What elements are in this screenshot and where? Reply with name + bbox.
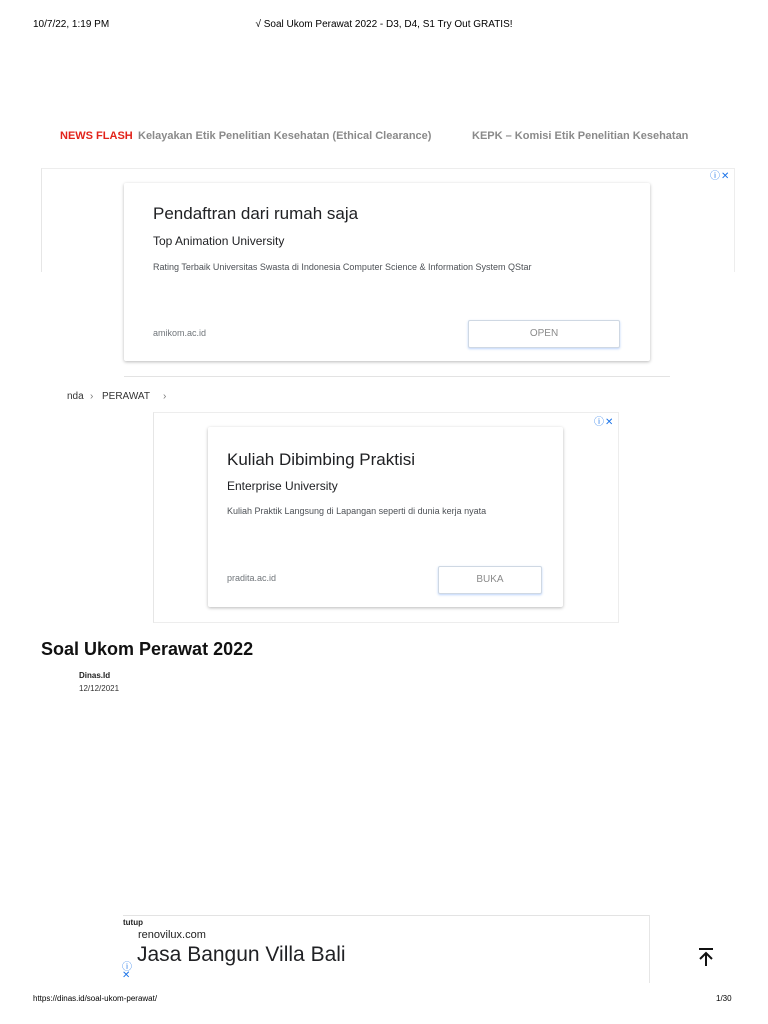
author-name[interactable]: Dinas.Id (79, 671, 111, 680)
ad-choices[interactable] (710, 167, 730, 182)
print-datetime: 10/7/22, 1:19 PM (33, 19, 110, 30)
news-flash-label: NEWS FLASH (60, 130, 133, 142)
ad-title[interactable]: Kuliah Dibimbing Praktisi (227, 450, 416, 469)
page-title: Soal Ukom Perawat 2022 (41, 639, 254, 659)
info-icon[interactable]: ⓘ (594, 417, 605, 428)
ad-title[interactable]: Jasa Bangun Villa Bali (137, 943, 346, 966)
divider (649, 915, 650, 983)
back-to-top-button[interactable] (694, 946, 718, 968)
breadcrumb-home[interactable]: nda (67, 391, 84, 402)
ad-open-button[interactable]: BUKA (438, 566, 542, 594)
ticker-item[interactable] (138, 130, 438, 142)
close-icon[interactable]: ✕ (122, 970, 131, 981)
close-icon[interactable]: ✕ (721, 171, 731, 182)
ad-title[interactable]: Pendaftran dari rumah saja (153, 204, 359, 223)
ad-open-button[interactable]: OPEN (468, 320, 620, 348)
close-icon[interactable]: ✕ (605, 417, 615, 428)
info-icon[interactable]: ⓘ (710, 171, 721, 182)
ad-subtitle: Enterprise University (227, 479, 338, 493)
ad-domain: amikom.ac.id (153, 328, 207, 338)
ad-domain: renovilux.com (138, 929, 206, 941)
footer-url: https://dinas.id/soal-ukom-perawat/ (33, 994, 158, 1003)
breadcrumb-perawat[interactable]: PERAWAT (102, 391, 150, 402)
ad-domain: pradita.ac.id (227, 573, 277, 583)
ad-subtitle: Top Animation University (153, 234, 285, 248)
print-title: √ Soal Ukom Perawat 2022 - D3, D4, S1 Try Out GRATIS! (255, 19, 513, 30)
ad-choices[interactable] (594, 413, 614, 428)
arrow-up-to-line-icon (694, 946, 718, 968)
page-number: 1/30 (716, 994, 732, 1003)
close-ad-button[interactable]: tutup (123, 918, 143, 927)
info-icon[interactable]: ⓘ (122, 962, 132, 973)
divider (124, 376, 670, 377)
ticker-item[interactable]: KEPK – Komisi Etik Penelitian Kesehatan (472, 130, 689, 142)
divider (123, 915, 650, 916)
ticker-item-label: Kelayakan Etik Penelitian Kesehatan (Ethical Clearance) (138, 130, 432, 142)
chevron-right-icon: › (90, 391, 94, 402)
ad-card[interactable] (208, 427, 563, 607)
post-date: 12/12/2021 (79, 684, 120, 693)
ad-description: Rating Terbaik Universitas Swasta di Indonesia Computer Science & Information System QStar (153, 262, 532, 272)
ad-card[interactable] (124, 183, 650, 361)
chevron-right-icon: › (163, 391, 167, 402)
ad-description: Kuliah Praktik Langsung di Lapangan seperti di dunia kerja nyata (227, 506, 487, 516)
